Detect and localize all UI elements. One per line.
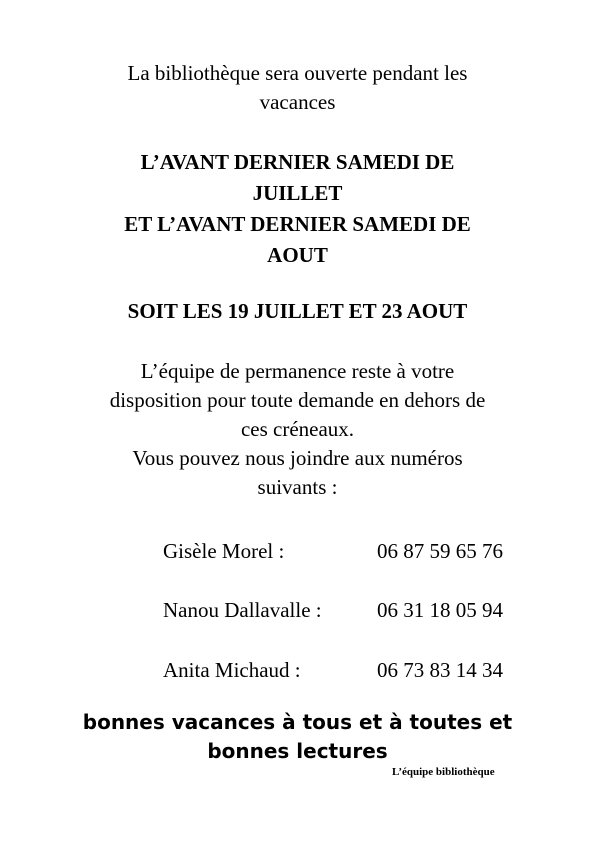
dates-line: JUILLET xyxy=(252,181,343,205)
contact-phone: 06 31 18 05 94 xyxy=(377,598,503,622)
permanence-line: suivants : xyxy=(257,475,338,499)
contact-name: Gisèle Morel : xyxy=(163,539,285,563)
dates-line: AOUT xyxy=(267,243,328,267)
permanence-paragraph xyxy=(0,357,595,502)
dates-line: ET L’AVANT DERNIER SAMEDI DE xyxy=(124,212,471,236)
intro-paragraph xyxy=(0,59,595,117)
dates-line: L’AVANT DERNIER SAMEDI DE xyxy=(140,150,455,174)
contact-phone: 06 87 59 65 76 xyxy=(377,539,503,563)
closing-line: bonnes vacances à tous et à toutes et xyxy=(82,710,513,734)
dates-summary xyxy=(0,296,595,327)
contact-phone: 06 73 83 14 34 xyxy=(377,658,503,682)
closing-message xyxy=(0,708,595,766)
intro-line: La bibliothèque sera ouverte pendant les xyxy=(127,61,468,85)
permanence-line: disposition pour toute demande en dehors de xyxy=(109,388,486,412)
permanence-line: Vous pouvez nous joindre aux numéros xyxy=(132,446,463,470)
intro-line: vacances xyxy=(259,90,336,114)
contact-name: Nanou Dallavalle : xyxy=(163,598,322,622)
permanence-line: ces créneaux. xyxy=(240,417,355,441)
permanence-line: L’équipe de permanence reste à votre xyxy=(140,359,455,383)
opening-dates-heading xyxy=(0,147,595,271)
summary-line: SOIT LES 19 JUILLET ET 23 AOUT xyxy=(127,299,468,323)
signature: L’équipe bibliothèque xyxy=(392,766,495,778)
closing-line: bonnes lectures xyxy=(207,739,388,763)
contact-name: Anita Michaud : xyxy=(163,658,301,682)
